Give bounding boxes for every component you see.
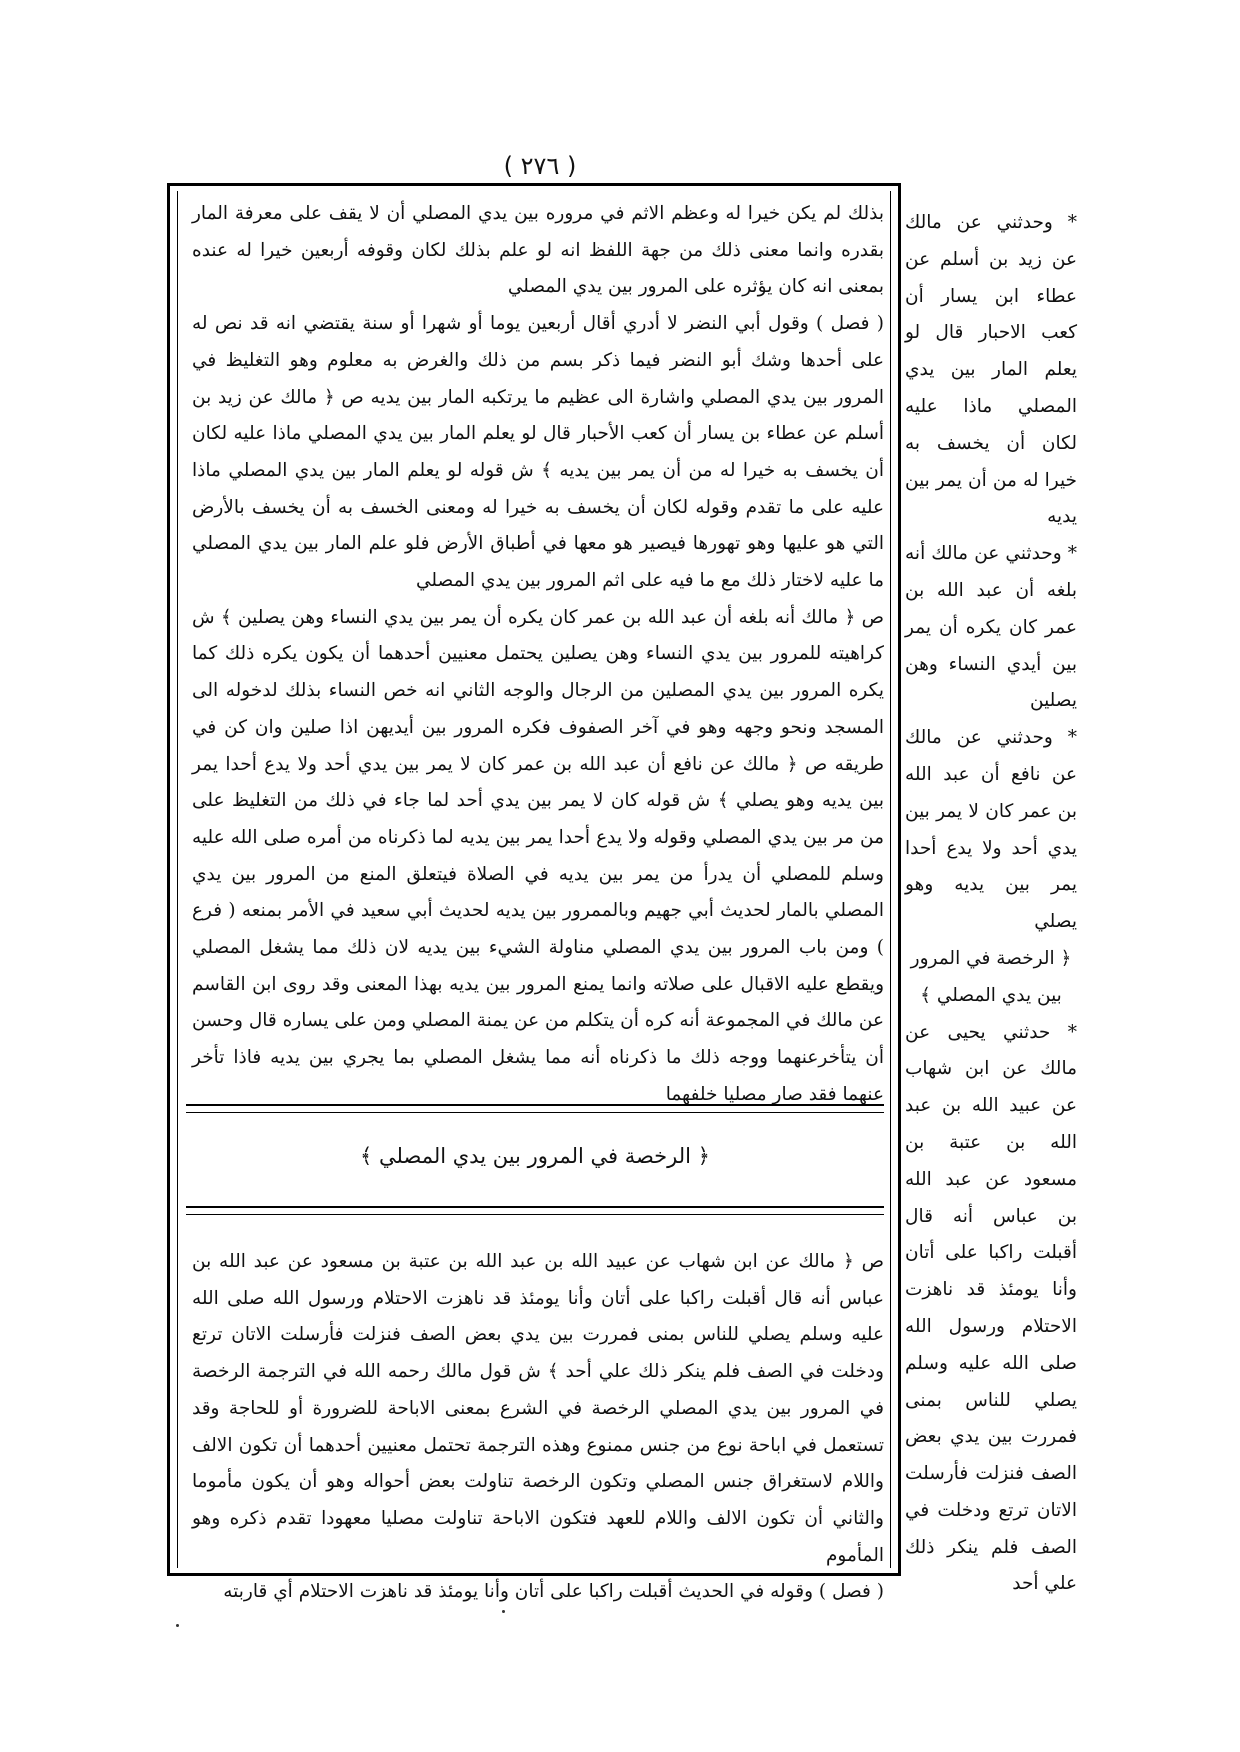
section-heading: ﴿ الرخصة في المرور بين يدي المصلي ﴾ xyxy=(360,1144,710,1168)
section-divider-top xyxy=(186,1104,884,1113)
commentary-paragraph-1: بذلك لم يكن خيرا له وعظم الاثم في مروره بين يدي المصلي أن لا يقف على معرفة المار بقدره وانما معنى ذلك من جهة اللفظ انه لو علم بذلك لكان وقوفه أربعين خيرا له عنده بمعنى انه كان يؤثره على المرور بين يدي المصلي xyxy=(192,203,884,298)
margin-paragraph-2: * وحدثني عن مالك أنه بلغه أن عبد الله بن عمر كان يكره أن يمر بين أيدي النساء وهن يصلين xyxy=(905,543,1077,712)
commentary-upper xyxy=(192,196,884,1114)
main-text-frame xyxy=(167,183,901,1603)
commentary-paragraph-4: ص ﴿ مالك عن ابن شهاب عن عبيد الله بن عبد الله بن عتبة بن مسعود عن عبد الله بن عباس أنه قال أقبلت راكبا على أتان وأنا يومئذ قد ناهزت الاحتلام ورسول الله صلى الله عليه وسلم يصلي للناس بمنى فمررت بين يدي بعض الصف فنزلت فأرسلت الاتان ترتع ودخلت في الصف فلم ينكر ذلك علي أحد ﴾ ش قول مالك رحمه الله في الترجمة الرخصة في المرور بين يدي المصلي الرخصة في الشرع بمعنى الاباحة للضرورة أو للحاجة وقد تستعمل في اباحة نوع من جنس ممنوع وهذه الترجمة تحتمل معنيين أحدهما أن تكون الالف واللام لاستغراق جنس المصلي وتكون الرخصة تناولت بعض أحواله وهو أن يكون مأموما والثاني أن تكون الالف واللام للعهد فتكون الاباحة تناولت مصليا معهودا تقدم ذكره وهو المأموم xyxy=(192,1251,884,1566)
commentary-paragraph-5: ( فصل ) وقوله في الحديث أقبلت راكبا على أتان وأنا يومئذ قد ناهزت الاحتلام أي قاربته xyxy=(223,1581,884,1603)
commentary-paragraph-3: ص ﴿ مالك أنه بلغه أن عبد الله بن عمر كان يكره أن يمر بين يدي النساء وهن يصلين ﴾ ش كراهيته للمرور بين يدي النساء وهن يصلين يحتمل معنيين أحدهما أن يكون يكره ذلك كما يكره المرور بين يدي المصلين من الرجال والوجه الثاني انه خص النساء بذلك لدخوله الى المسجد ونحو وجهه وهو في آخر الصفوف فكره المرور بين أيديهن اذا صلين وان كن في طريقه ص ﴿ مالك عن نافع أن عبد الله بن عمر كان لا يمر بين يدي أحد ولا يدع أحدا يمر بين يديه وهو يصلي ﴾ ش قوله كان لا يمر بين يدي أحد لما جاء في ذلك من التغليظ على من مر بين يدي المصلي وقوله ولا يدع أحدا يمر بين يديه لما ذكرناه من أمره صلى الله عليه وسلم للمصلي أن يدرأ من يمر بين يديه في الصلاة فيتعلق المنع من المرور بين يدي المصلي بالمار لحديث أبي جهيم وبالممرور بين يديه لحديث أبي سعيد في الأمر بمنعه ( فرع ) ومن باب المرور بين يدي المصلي مناولة الشيء بين يديه لان ذلك مما يشغل المصلي ويقطع عليه الاقبال على صلاته وانما يمنع المرور بين يديه بهذا المعنى وقد روى ابن القاسم عن مالك في المجموعة أنه كره أن يتكلم من عن يمنة المصلي ومن على يساره قال وحسن أن يتأخرعنهما ووجه ذلك ما ذكرناه أنه مما يشغل المصلي بما يجري بين يديه فاذا تأخر عنهما فقد صار مصليا خلفهما xyxy=(192,606,885,1105)
margin-hadith-column xyxy=(905,205,1077,1603)
margin-paragraph-3: * وحدثني عن مالك عن نافع أن عبد الله بن عمر كان لا يمر بين يدي أحد ولا يدع أحدا يمر بين يديه وهو يصلي xyxy=(905,727,1077,933)
section-divider-bottom xyxy=(186,1206,884,1215)
margin-paragraph-1: * وحدثني عن مالك عن زيد بن أسلم عن عطاء ابن يسار أن كعب الاحبار قال لو يعلم المار بين يدي المصلي ماذا عليه لكان أن يخسف به خيرا له من أن يمر بين يديه xyxy=(905,212,1077,528)
margin-paragraph-4: * حدثني يحيى عن مالك عن ابن شهاب عن عبيد الله بن عبد الله بن عتبة بن مسعود عن عبد الله بن عباس أنه قال أقبلت راكبا على أتان وأنا يومئذ قد ناهزت الاحتلام ورسول الله صلى الله عليه وسلم يصلي للناس بمنى فمررت بين يدي بعض الصف فنزلت فأرسلت الاتان ترتع ودخلت في الصف فلم ينكر ذلك علي أحد xyxy=(905,1021,1077,1595)
commentary-paragraph-2: ( فصل ) وقول أبي النضر لا أدري أقال أربعين يوما أو شهرا أو سنة يقتضي انه قد نص له على أحدها وشك أبو النضر فيما ذكر بسم من ذلك والغرض به معلوم وهو التغليظ في المرور بين يدي المصلي واشارة الى عظيم ما يرتكبه المار بين يديه ص ﴿ مالك عن زيد بن أسلم عن عطاء بن يسار أن كعب الأحبار قال لو يعلم المار بين يدي المصلي ماذا عليه لكان أن يخسف به خيرا له من أن يمر بين يديه ﴾ ش قوله لو يعلم المار بين يدي المصلي ماذا عليه على ما تقدم وقوله لكان أن يخسف به خيرا له ومعنى الخسف به أن يخسف بالأرض التي هو عليها وهو تهورها فيصير هو معها في أطباق الأرض فلو علم المار بين يدي المصلي ما عليه لاختار ذلك مع ما فيه على اثم المرور بين يدي المصلي xyxy=(192,313,884,592)
scan-speck xyxy=(502,1610,505,1613)
margin-sub-heading: ﴿ الرخصة في المرور بين يدي المصلي ﴾ xyxy=(910,947,1072,1006)
scan-speck xyxy=(176,1624,179,1627)
commentary-lower xyxy=(192,1244,884,1611)
page-number: ( ٢٧٦ ) xyxy=(503,152,577,180)
